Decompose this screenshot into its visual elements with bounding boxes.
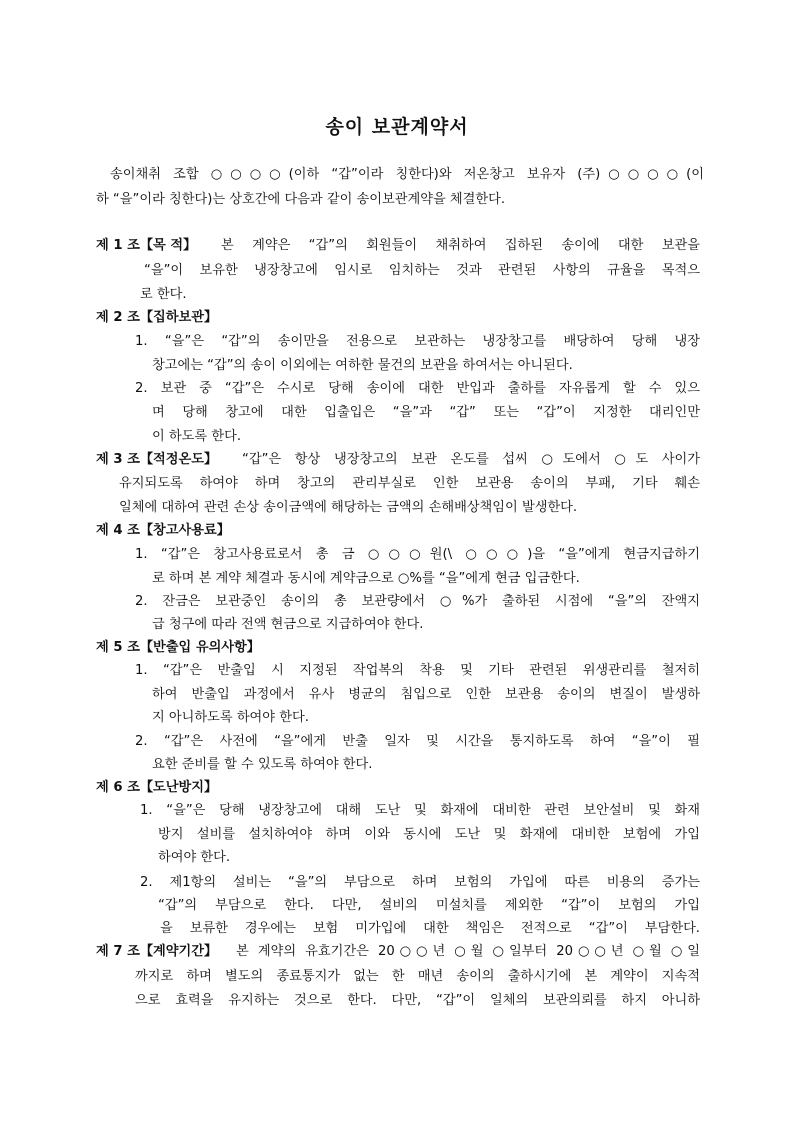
article-6-line: “갑”의 부담으로 한다. 다만, 설비의 미설치를 제외한 “갑”이 보험의 가입 xyxy=(158,898,700,913)
article-6-line: 하여야 한다. xyxy=(158,850,231,865)
document-title: 송이 보관계약서 xyxy=(325,116,469,138)
article-6-line: 2. 제1항의 설비는 “을”의 부담으로 하며 보험의 가입에 따른 비용의 증가는 xyxy=(140,875,700,890)
article-6-line: 을 보류한 경우에는 보험 미가입에 대한 책임은 전적으로 “갑”이 부담한다. xyxy=(160,921,700,936)
article-5-line: 1. “갑”은 반출입 시 지정된 작업복의 착용 및 기타 관련된 위생관리를 철저히 xyxy=(135,663,700,678)
article-3-line: “갑”은 항상 냉장창고의 보관 온도를 섭씨 ○도에서 ○도 사이가 xyxy=(242,452,700,467)
preamble-line: 송이채취 조합 ○○○○(이하 “갑”이라 칭한다)와 저온창고 보유자 (주)○○○○(이 xyxy=(110,167,704,182)
article-1-line: 본 계약은 “갑”의 회원들이 채취하여 집하된 송이에 대한 보관을 xyxy=(221,238,700,253)
article-4-line: 로 하며 본 계약 체결과 동시에 계약금으로 ○%를 “을”에게 현금 입금한다. xyxy=(152,571,580,586)
article-7-line: 으로 효력을 유지하는 것으로 한다. 다만, “갑”이 일체의 보관의뢰를 하지 아니하 xyxy=(135,993,700,1008)
article-6-line: 방지 설비를 설치하여야 하며 이와 동시에 도난 및 화재에 대비한 보험에 가입 xyxy=(158,827,700,842)
article-2-line: 이 하도록 한다. xyxy=(152,429,242,444)
article-2-line: 2. 보관 중 “갑”은 수시로 당해 송이에 대한 반입과 출하를 자유롭게 할 수 있으 xyxy=(135,381,700,396)
article-4-line: 급 청구에 따라 전액 현금으로 지급하여야 한다. xyxy=(152,617,424,632)
article-2-line: 1. “을”은 “갑”의 송이만을 전용으로 보관하는 냉장창고를 배당하여 당해 냉장 xyxy=(135,334,700,349)
article-2-heading: 제 2 조【집하보관】 xyxy=(96,310,218,325)
article-6-line: 1. “을”은 당해 냉장창고에 대해 도난 및 화재에 대비한 관련 보안설비 및 화재 xyxy=(140,803,700,818)
preamble-line: 하 “을”이라 칭한다)는 상호간에 다음과 같이 송이보관계약을 체결한다. xyxy=(96,192,506,207)
article-5-line: 하여 반출입 과정에서 유사 병균의 침입으로 인한 보관용 송이의 변질이 발생하 xyxy=(152,687,700,702)
article-3-line: 유지되도록 하여야 하며 창고의 관리부실로 인한 보관용 송이의 부패, 기타 훼손 xyxy=(119,476,700,491)
article-1-line: “을”이 보유한 냉장창고에 임시로 임치하는 것과 관련된 사항의 규율을 목적으 xyxy=(144,263,700,278)
article-4-heading: 제 4 조【창고사용료】 xyxy=(96,523,230,538)
article-7-line: 본 계약의 유효기간은 20○○년 ○월 ○일부터 20○○년 ○월 ○일 xyxy=(236,944,700,959)
article-1-heading: 제 1 조【목 적】 xyxy=(96,238,197,253)
article-2-line: 창고에는 “갑”의 송이 이외에는 여하한 물건의 보관을 하여서는 아니된다. xyxy=(152,358,573,373)
article-7-line: 까지로 하며 별도의 종료통지가 없는 한 매년 송이의 출하시기에 본 계약이 지속적 xyxy=(135,969,700,984)
article-5-line: 요한 준비를 할 수 있도록 하여야 한다. xyxy=(152,757,373,772)
article-3-heading: 제 3 조【적정온도】 xyxy=(96,452,218,467)
article-5-line: 지 아니하도록 하여야 한다. xyxy=(152,710,309,725)
article-2-line: 며 당해 창고에 대한 입출입은 “을”과 “갑” 또는 “갑”이 지정한 대리인만 xyxy=(152,405,700,420)
article-4-line: 1. “갑”은 창고사용료로서 총 금 ○○○원(\ ○○○)을 “을”에게 현금지급하기 xyxy=(135,547,700,562)
article-1-line: 로 한다. xyxy=(140,287,187,302)
article-7-heading: 제 7 조【계약기간】 xyxy=(96,944,218,959)
article-6-heading: 제 6 조【도난방지】 xyxy=(96,780,218,795)
article-5-line: 2. “갑”은 사전에 “을”에게 반출 일자 및 시간을 통지하도록 하여 “을”이 필 xyxy=(135,734,700,749)
article-5-heading: 제 5 조【반출입 유의사항】 xyxy=(96,640,260,655)
article-4-line: 2. 잔금은 보관중인 송이의 총 보관량에서 ○%가 출하된 시점에 “을”의 잔액지 xyxy=(135,594,700,609)
article-3-line: 일체에 대하여 관련 손상 송이금액에 해당하는 금액의 손해배상책임이 발생한다. xyxy=(119,500,578,515)
